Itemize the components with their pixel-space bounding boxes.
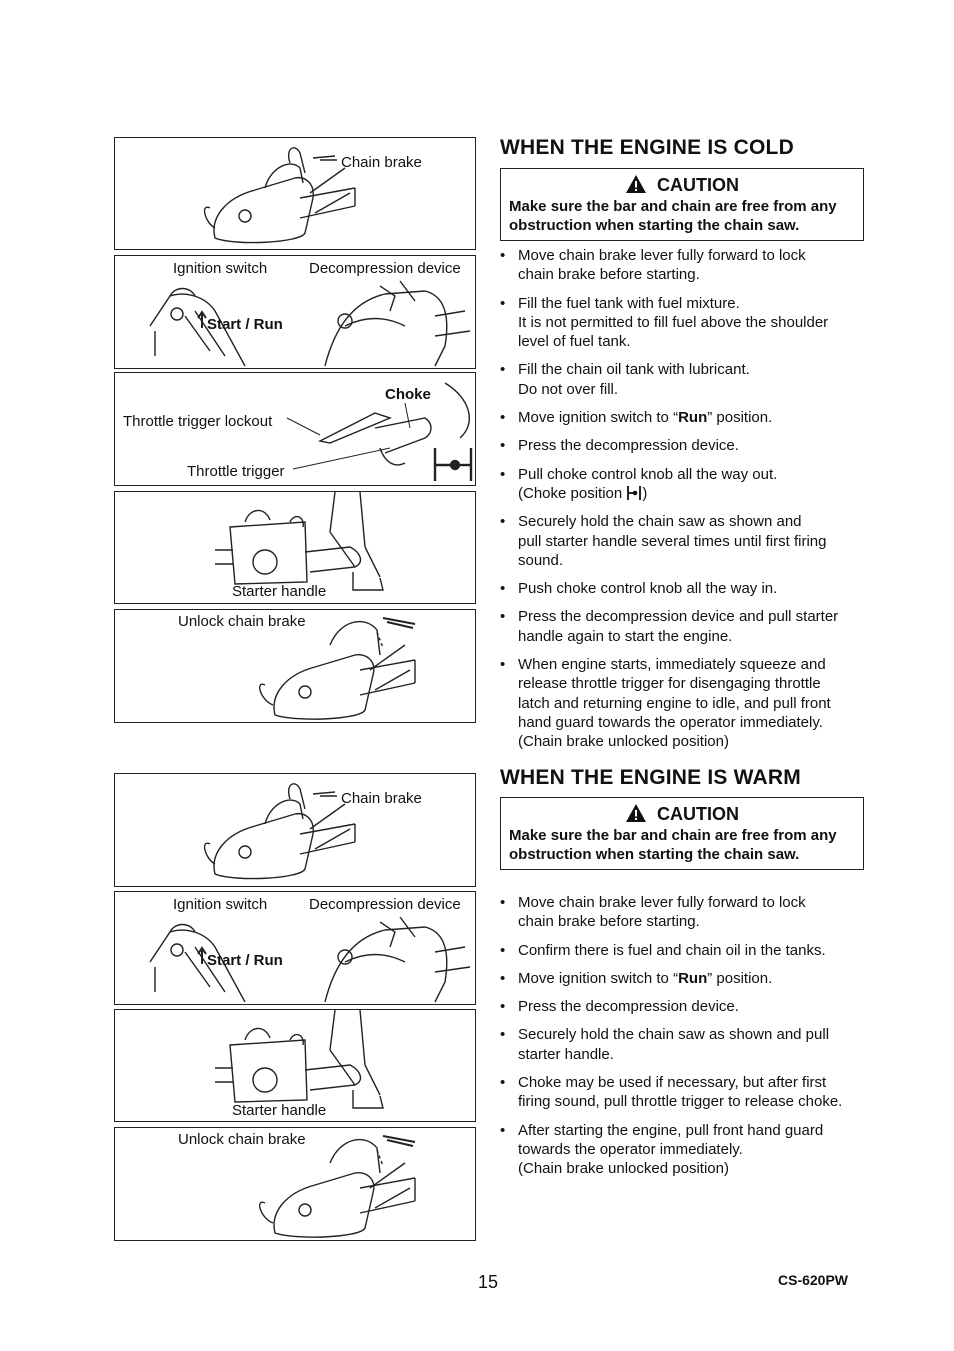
bullet: •	[500, 941, 506, 959]
bullet: •	[500, 361, 506, 379]
illustration-cold-unlock-chain-brake	[114, 609, 476, 723]
bullet: •	[500, 580, 506, 598]
list-item: • Securely hold the chain saw as shown and pull starter handle.	[500, 1026, 830, 1063]
list-item: • Press the decompression device.	[500, 437, 739, 455]
list-item: • Move chain brake lever fully forward to lock chain brake before starting.	[500, 894, 806, 931]
list-item: • Press the decompression device.	[500, 998, 739, 1016]
caution-text: Make sure the bar and chain are free from any obstruction when starting the chain saw.	[509, 827, 837, 863]
list-item: • Fill the chain oil tank with lubricant. Do not over fill.	[500, 361, 750, 398]
bullet: •	[500, 969, 506, 987]
caution-title: CAUTION	[657, 175, 739, 195]
section-title-warm: WHEN THE ENGINE IS WARM	[500, 766, 801, 789]
cold-steps-list	[500, 246, 866, 761]
list-item: • After starting the engine, pull front hand guard towards the operator immediately. (Chain brake unlocked position)	[500, 1121, 824, 1178]
list-item: • Fill the fuel tank with fuel mixture. It is not permitted to fill fuel above the shoulder level of fuel tank.	[500, 294, 829, 351]
illustration-warm-ignition-decompression	[114, 891, 476, 1005]
list-item: • Securely hold the chain saw as shown and pull starter handle several times until first firing sound.	[500, 513, 827, 569]
illustration-warm-chain-brake	[114, 773, 476, 887]
illustration-warm-starter-handle	[114, 1009, 476, 1122]
bullet: •	[500, 409, 506, 427]
bullet: •	[500, 513, 506, 531]
label-start-run: Start / Run	[207, 952, 283, 969]
label-unlock-chain-brake: Unlock chain brake	[178, 613, 306, 630]
bullet: •	[500, 1121, 506, 1139]
list-item: • Move chain brake lever fully forward to lock chain brake before starting.	[500, 247, 806, 284]
label-decompression-device: Decompression device	[309, 260, 461, 277]
label-unlock-chain-brake: Unlock chain brake	[178, 1131, 306, 1148]
illustration-cold-choke-throttle	[114, 372, 476, 486]
illustration-cold-ignition-decompression	[114, 255, 476, 369]
list-item: • Push choke control knob all the way in.	[500, 580, 778, 598]
illustration-cold-chain-brake	[114, 137, 476, 250]
caution-title: CAUTION	[657, 804, 739, 824]
bullet: •	[500, 247, 506, 264]
list-item: • Choke may be used if necessary, but after first firing sound, pull throttle trigger to release choke.	[500, 1074, 843, 1111]
warning-triangle-icon	[625, 174, 647, 194]
bullet: •	[500, 656, 506, 674]
bullet: •	[500, 894, 506, 911]
label-ignition-switch: Ignition switch	[173, 260, 268, 277]
bullet: •	[500, 294, 506, 312]
caution-box-warm	[500, 797, 864, 870]
bullet: •	[500, 1026, 506, 1044]
caution-text: Make sure the bar and chain are free from any obstruction when starting the chain saw.	[509, 198, 837, 234]
label-chain-brake: Chain brake	[341, 154, 422, 171]
bullet: •	[500, 1074, 506, 1092]
bullet: •	[500, 998, 506, 1016]
label-throttle-trigger: Throttle trigger	[187, 463, 285, 480]
warning-triangle-icon	[625, 803, 647, 823]
label-starter-handle: Starter handle	[232, 1102, 327, 1119]
caution-heading	[509, 802, 855, 826]
list-item: • When engine starts, immediately squeeze and release throttle trigger for disengaging throttle latch and returning engine to idle, and pull front hand guard towards the operator immediately. (Chain brake unlocked position)	[500, 656, 831, 751]
list-item: • Move ignition switch to “Run” position.	[500, 969, 773, 987]
section-title-cold: WHEN THE ENGINE IS COLD	[500, 136, 794, 159]
warm-steps-list	[500, 893, 866, 1188]
bullet: •	[500, 437, 506, 455]
illustration-warm-unlock-chain-brake	[114, 1127, 476, 1241]
bullet: •	[500, 608, 506, 626]
caution-heading	[509, 173, 855, 197]
label-start-run: Start / Run	[207, 316, 283, 333]
label-throttle-trigger-lockout: Throttle trigger lockout	[123, 413, 273, 430]
label-decompression-device: Decompression device	[309, 896, 461, 913]
list-item: • Pull choke control knob all the way out. (Choke position )	[500, 465, 778, 502]
illustration-cold-starter-handle	[114, 491, 476, 604]
choke-position-icon	[626, 485, 642, 501]
label-choke: Choke	[385, 386, 431, 403]
label-ignition-switch: Ignition switch	[173, 896, 268, 913]
model-name: CS-620PW	[778, 1272, 849, 1288]
list-item: • Press the decompression device and pull starter handle again to start the engine.	[500, 608, 839, 645]
page-number: 15	[478, 1272, 499, 1292]
list-item: • Confirm there is fuel and chain oil in the tanks.	[500, 941, 826, 959]
bullet: •	[500, 465, 506, 483]
list-item: • Move ignition switch to “Run” position.	[500, 409, 773, 427]
caution-box-cold	[500, 168, 864, 241]
label-chain-brake: Chain brake	[341, 790, 422, 807]
label-starter-handle: Starter handle	[232, 583, 327, 600]
